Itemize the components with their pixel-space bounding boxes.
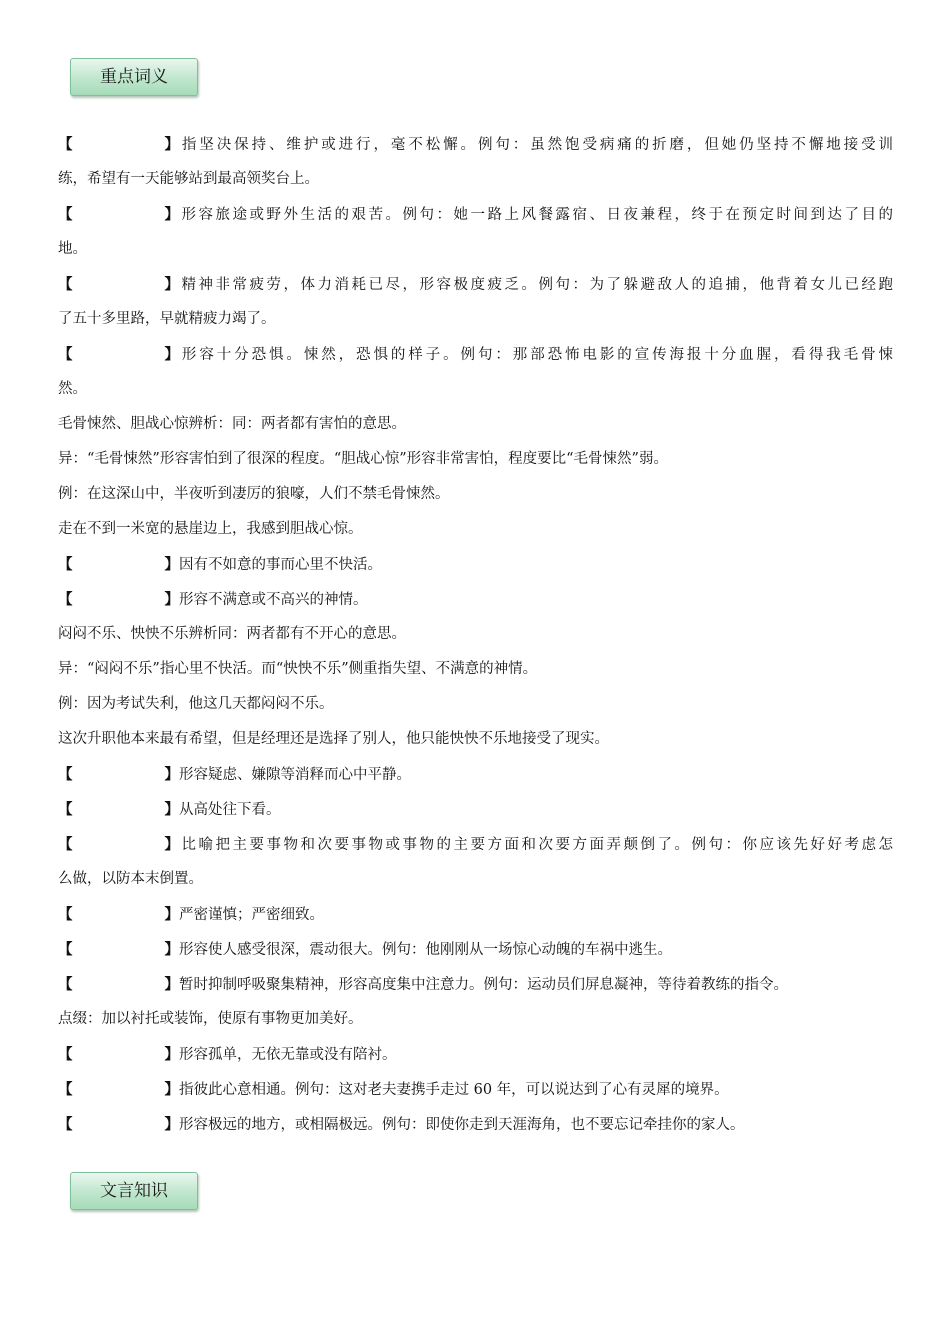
close-bracket: 】	[164, 906, 179, 923]
close-bracket: 】	[164, 206, 179, 223]
text-line	[58, 862, 893, 897]
close-bracket: 】	[164, 766, 179, 783]
text-line	[58, 477, 893, 512]
close-bracket: 】	[164, 1081, 179, 1098]
open-bracket: 【	[58, 801, 73, 818]
close-bracket: 】	[164, 556, 179, 573]
fill-in-entry	[58, 127, 893, 162]
open-bracket: 【	[58, 556, 73, 573]
open-bracket: 【	[58, 836, 73, 853]
line-text: 地。	[58, 241, 87, 257]
fill-in-entry	[58, 337, 893, 372]
fill-in-entry	[58, 967, 893, 1002]
line-text: 走在不到一米宽的悬崖边上，我感到胆战心惊。	[58, 521, 363, 537]
fill-in-entry	[58, 547, 893, 582]
section-title-classical-chinese: 文言知识	[70, 1172, 198, 1210]
line-text: 例：在这深山中，半夜听到凄厉的狼嚎，人们不禁毛骨悚然。	[58, 486, 450, 502]
line-text: 从高处往下看。	[179, 802, 281, 818]
fill-in-entry	[58, 932, 893, 967]
line-text: 形容疑虑、嫌隙等消释而心中平静。	[179, 767, 411, 783]
open-bracket: 【	[58, 1046, 73, 1063]
close-bracket: 】	[164, 591, 179, 608]
open-bracket: 【	[58, 346, 73, 363]
line-text: 这次升职他本来最有希望，但是经理还是选择了别人，他只能怏怏不乐地接受了现实。	[58, 731, 609, 747]
line-text: 毛骨悚然、胆战心惊辨析：同：两者都有害怕的意思。	[58, 416, 406, 432]
text-line	[58, 722, 893, 757]
open-bracket: 【	[58, 136, 73, 153]
open-bracket: 【	[58, 941, 73, 958]
fill-in-entry	[58, 197, 893, 232]
fill-in-entry	[58, 1107, 893, 1142]
vocabulary-list	[58, 127, 893, 1142]
open-bracket: 【	[58, 1116, 73, 1133]
line-text: 么做，以防本末倒置。	[58, 871, 203, 887]
open-bracket: 【	[58, 591, 73, 608]
close-bracket: 】	[164, 1116, 179, 1133]
line-text: 异：“闷闷不乐”指心里不快活。而“怏怏不乐”侧重指失望、不满意的神情。	[58, 661, 538, 677]
fill-in-entry	[58, 757, 893, 792]
text-line	[58, 512, 893, 547]
line-text: 然。	[58, 381, 87, 397]
open-bracket: 【	[58, 206, 73, 223]
text-line	[58, 407, 893, 442]
line-text: 形容不满意或不高兴的神情。	[179, 592, 368, 608]
line-text: 闷闷不乐、怏怏不乐辨析同：两者都有不开心的意思。	[58, 626, 406, 642]
line-text: 点缀：加以衬托或装饰，使原有事物更加美好。	[58, 1011, 363, 1027]
text-line	[58, 617, 893, 652]
line-text: 异：“毛骨悚然”形容害怕到了很深的程度。“胆战心惊”形容非常害怕，程度要比“毛骨悚然”弱。	[58, 451, 668, 467]
text-line	[58, 652, 893, 687]
fill-in-entry	[58, 897, 893, 932]
open-bracket: 【	[58, 1081, 73, 1098]
fill-in-entry	[58, 267, 893, 302]
section-title-vocabulary: 重点词义	[70, 58, 198, 96]
close-bracket: 】	[164, 976, 179, 993]
fill-in-entry	[58, 1037, 893, 1072]
fill-in-entry	[58, 1072, 893, 1107]
line-text: 形容旅途或野外生活的艰苦。例句：她一路上风餐露宿、日夜兼程，终于在预定时间到达了目的	[179, 207, 893, 223]
open-bracket: 【	[58, 906, 73, 923]
line-text: 比喻把主要事物和次要事物或事物的主要方面和次要方面弄颠倒了。例句：你应该先好好考虑怎	[179, 837, 893, 853]
line-text: 了五十多里路，早就精疲力竭了。	[58, 311, 276, 327]
line-text: 形容使人感受很深，震动很大。例句：他刚刚从一场惊心动魄的车祸中逃生。	[179, 942, 672, 958]
text-line	[58, 442, 893, 477]
text-line	[58, 302, 893, 337]
text-line	[58, 372, 893, 407]
open-bracket: 【	[58, 976, 73, 993]
open-bracket: 【	[58, 276, 73, 293]
fill-in-entry	[58, 792, 893, 827]
close-bracket: 】	[164, 801, 179, 818]
text-line	[58, 687, 893, 722]
close-bracket: 】	[164, 941, 179, 958]
close-bracket: 】	[164, 346, 179, 363]
line-text: 例：因为考试失利，他这几天都闷闷不乐。	[58, 696, 334, 712]
fill-in-entry	[58, 582, 893, 617]
close-bracket: 】	[164, 276, 179, 293]
line-text: 指彼此心意相通。例句：这对老夫妻携手走过 60 年，可以说达到了心有灵犀的境界。	[179, 1082, 729, 1098]
text-line	[58, 1002, 893, 1037]
line-text: 形容孤单，无依无靠或没有陪衬。	[179, 1047, 397, 1063]
fill-in-entry	[58, 827, 893, 862]
line-text: 因有不如意的事而心里不快活。	[179, 557, 382, 573]
line-text: 形容十分恐惧。悚然，恐惧的样子。例句：那部恐怖电影的宣传海报十分血腥，看得我毛骨悚	[179, 347, 893, 363]
line-text: 暂时抑制呼吸聚集精神，形容高度集中注意力。例句：运动员们屏息凝神，等待着教练的指令。	[179, 977, 788, 993]
line-text: 形容极远的地方，或相隔极远。例句：即使你走到天涯海角，也不要忘记牵挂你的家人。	[179, 1117, 745, 1133]
line-text: 严密谨慎；严密细致。	[179, 907, 324, 923]
close-bracket: 】	[164, 836, 179, 853]
open-bracket: 【	[58, 766, 73, 783]
text-line	[58, 162, 893, 197]
line-text: 指坚决保持、维护或进行，毫不松懈。例句：虽然饱受病痛的折磨，但她仍坚持不懈地接受训	[179, 137, 893, 153]
text-line	[58, 232, 893, 267]
line-text: 精神非常疲劳，体力消耗已尽，形容极度疲乏。例句：为了躲避敌人的追捕，他背着女儿已经跑	[179, 277, 893, 293]
line-text: 练，希望有一天能够站到最高领奖台上。	[58, 171, 319, 187]
close-bracket: 】	[164, 1046, 179, 1063]
close-bracket: 】	[164, 136, 179, 153]
